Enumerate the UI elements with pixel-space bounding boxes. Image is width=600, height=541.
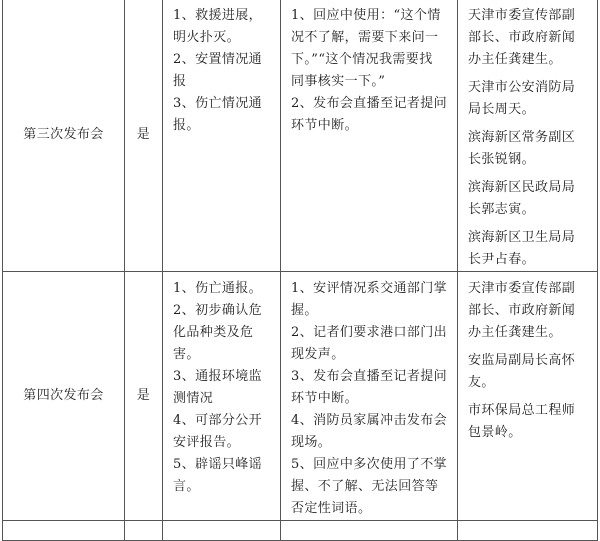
flag-value: 是 [136, 388, 151, 403]
list-item: 4、消防员家属冲击发布会 现场。 [291, 413, 448, 450]
speaker-entry: 安监局副局长高怀 友。 [468, 353, 576, 390]
list-item: 5、回应中多次使用了不掌 握、不了解、无法回答等 否定性词语。 [291, 457, 448, 516]
speaker-entry: 滨海新区卫生局局 长尹占春。 [468, 230, 576, 267]
speaker-entry: 滨海新区常务副区 长张锐钢。 [468, 130, 576, 167]
table-row-third-conference [3, 0, 598, 272]
empty-cell [458, 521, 598, 541]
list-item: 2、初步确认危 化品种类及危 害。 [173, 303, 263, 362]
list-item: 1、救援进展， 明火扑灭。 [173, 8, 263, 45]
flag-cell [125, 0, 163, 272]
empty-cell [163, 521, 281, 541]
list-item: 2、发布会直播至记者提问 环节中断。 [291, 96, 448, 133]
table-row-next [3, 521, 598, 541]
issues-cell [281, 272, 458, 521]
content-cell [163, 272, 281, 521]
speakers-cell [458, 0, 598, 272]
conference-name-cell [3, 272, 125, 521]
speaker-entry: 市环保局总工程师 包景岭。 [468, 403, 576, 440]
content-cell [163, 0, 281, 272]
list-item: 1、伤亡通报。 [173, 281, 263, 296]
list-item: 2、记者们要求港口部门出 现发声。 [291, 325, 448, 362]
flag-cell [125, 272, 163, 521]
conference-name: 第三次发布会 [23, 127, 104, 142]
conference-name-cell [3, 0, 125, 272]
speaker-entry: 天津市委宣传部副 部长、市政府新闻 办主任龚建生。 [468, 281, 576, 340]
list-item: 2、安置情况通 报 [173, 52, 263, 89]
speaker-entry: 天津市公安消防局 局长周天。 [468, 80, 576, 117]
empty-cell [281, 521, 458, 541]
press-conference-table [2, 0, 598, 541]
list-item: 1、回应中使用：“这个情 况不了解，需要下来问一 下。”“这个情况我需要找 同事核实一下。” [291, 8, 441, 89]
list-item: 5、辟谣只峰谣 言。 [173, 457, 263, 494]
speaker-entry: 滨海新区民政局局 长郭志寅。 [468, 180, 576, 217]
speaker-entry: 天津市委宣传部副 部长、市政府新闻 办主任龚建生。 [468, 8, 576, 67]
list-item: 3、伤亡情况通 报。 [173, 96, 263, 133]
speakers-cell [458, 272, 598, 521]
empty-cell [3, 521, 125, 541]
list-item: 1、安评情况系交通部门掌 握。 [291, 281, 448, 318]
table-row-fourth-conference [3, 272, 598, 521]
list-item: 4、可部分公开 安评报告。 [173, 413, 263, 450]
issues-cell [281, 0, 458, 272]
conference-name: 第四次发布会 [23, 388, 104, 403]
list-item: 3、发布会直播至记者提问 环节中断。 [291, 369, 448, 406]
empty-cell [125, 521, 163, 541]
flag-value: 是 [136, 127, 151, 142]
list-item: 3、通报环境监 测情况 [173, 369, 263, 406]
